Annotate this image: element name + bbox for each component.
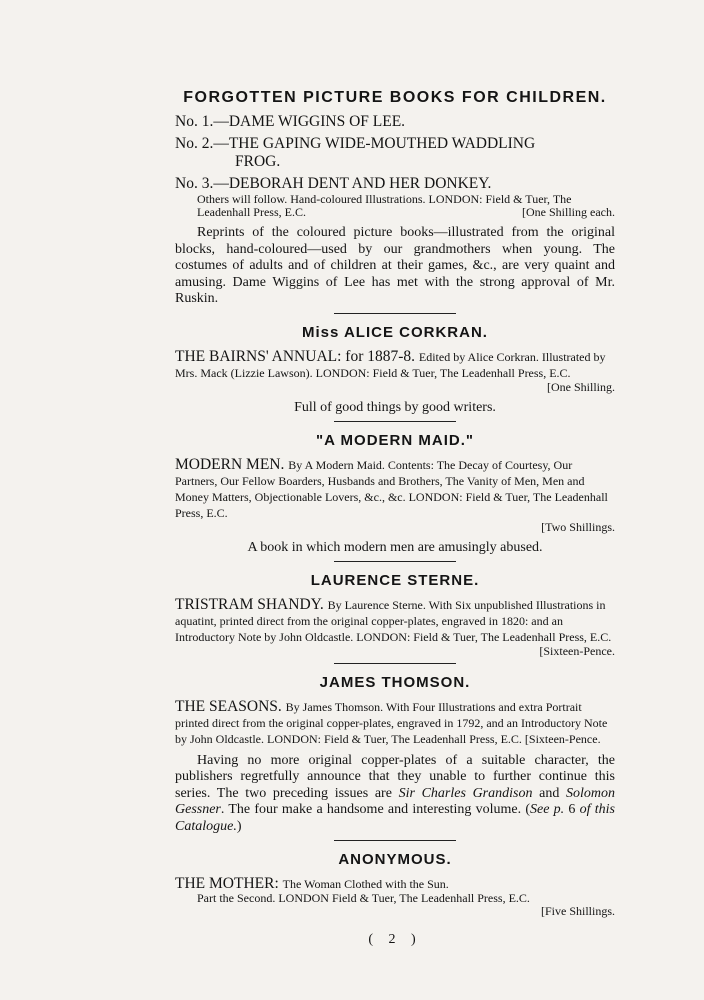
divider (334, 840, 456, 841)
page-column (175, 88, 615, 962)
sterne-entry (175, 597, 615, 645)
series-item-1: No. 1.—DAME WIGGINS OF LEE. (175, 113, 406, 130)
thomson-close: ) (236, 818, 242, 834)
divider (334, 421, 456, 422)
corkran-price: [One Shilling. (547, 379, 615, 394)
corkran-heading: Miss ALICE CORKRAN. (302, 323, 488, 341)
thomson-title: THE SEASONS. (175, 697, 282, 715)
thomson-para-a: Having no more original copper-plates of a suitable character, the publishers regretfully announce that they unable to further continue this series. The two preceding issues are (175, 752, 615, 801)
thomson-italic-4: of this Catalogue. (175, 802, 615, 834)
series-item-2-line1: No. 2.—THE GAPING WIDE-MOUTHED WADDLING (175, 135, 536, 152)
thomson-heading: JAMES THOMSON. (319, 673, 471, 691)
corkran-details: Edited by Alice Corkran. Illustrated by Mrs. Mack (Lizzie Lawson). LONDON: Field & Tuer, The Leadenhall Press, E.C. (175, 349, 606, 380)
thomson-and: and (532, 785, 566, 801)
corkran-note: Full of good things by good writers. (294, 399, 496, 415)
corkran-entry (175, 349, 615, 381)
thomson-italic-3: See p. (530, 802, 565, 817)
anonymous-price: [Five Shillings. (540, 904, 615, 918)
modern-maid-title: MODERN MEN. (175, 455, 285, 473)
series-heading: FORGOTTEN PICTURE BOOKS FOR CHILDREN. (183, 89, 607, 106)
anonymous-details: Part the Second. LONDON Field & Tuer, The Leadenhall Press, E.C. (197, 891, 530, 905)
modern-maid-note: A book in which modern men are amusingly abused. (247, 539, 543, 555)
series-description: Reprints of the coloured picture books—illustrated from the original blocks, hand-coloured—used by our grandmothers when young. The costumes of adults and of children at their games, &c., are very quaint and amusing. Dame Wiggins of Lee has met with the strong approval of Mr. Ruskin. (175, 225, 615, 306)
series-details (175, 193, 615, 219)
sterne-price: [Sixteen-Pence. (539, 643, 615, 658)
series-item-3: No. 3.—DEBORAH DENT AND HER DONKEY. (175, 175, 492, 192)
series-item-2 (175, 135, 615, 171)
sterne-title: TRISTRAM SHANDY. (175, 595, 324, 613)
thomson-paragraph (175, 753, 615, 836)
series-details-text: Others will follow. Hand-coloured Illustrations. LONDON: Field & Tuer, The Leadenhall Press, E.C. (197, 192, 572, 219)
anonymous-heading: ANONYMOUS. (338, 851, 452, 868)
modern-maid-entry (175, 457, 615, 521)
modern-maid-price: [Two Shillings. (541, 519, 615, 534)
thomson-para-b: . The four make a handsome and interesting volume. ( (220, 802, 531, 817)
corkran-title: THE BAIRNS' ANNUAL: for 1887-8. (175, 347, 416, 365)
anonymous-title: THE MOTHER: (175, 875, 279, 892)
anonymous-subtitle: The Woman Clothed with the Sun. (282, 877, 449, 891)
sterne-details: By Laurence Sterne. With Six unpublished Illustrations in aquatint, printed direct from the original copper-plates, engraved in 1820: and an Introductory Note by John Oldcastle. LONDON: Field & Tuer, The Leadenhall Press, E.C. (175, 597, 612, 644)
divider (334, 561, 456, 562)
thomson-italic-1: Sir Charles Grandison (398, 785, 533, 801)
thomson-page-ref: 6 (564, 802, 580, 817)
divider (334, 313, 456, 314)
thomson-details: By James Thomson. With Four Illustrations and extra Portrait printed direct from the original copper-plates, engraved in 1792, and an Introductory Note by John Oldcastle. LONDON: Field & Tuer, The Leadenhall Press, E.C. [Sixteen-Pence. (175, 699, 608, 746)
series-item-2-line2: FROG. (235, 153, 281, 170)
modern-maid-details: By A Modern Maid. Contents: The Decay of Courtesy, Our Partners, Our Fellow Boarders, Husbands and Brothers, The Vanity of Men, Men and Money Matters, Objectionable Lovers, &c., &c. LONDON: Field & Tuer, The Leadenhall Press, E.C. (175, 457, 608, 520)
thomson-italic-2: Solomon Gessner (175, 785, 615, 817)
series-price: [One Shilling each. (522, 205, 615, 219)
anonymous-entry (175, 876, 615, 892)
thomson-entry (175, 699, 615, 747)
page-number: ( 2 ) (368, 932, 422, 947)
modern-maid-heading: "A MODERN MAID." (316, 431, 474, 449)
divider (334, 663, 456, 664)
sterne-heading: LAURENCE STERNE. (310, 571, 480, 589)
